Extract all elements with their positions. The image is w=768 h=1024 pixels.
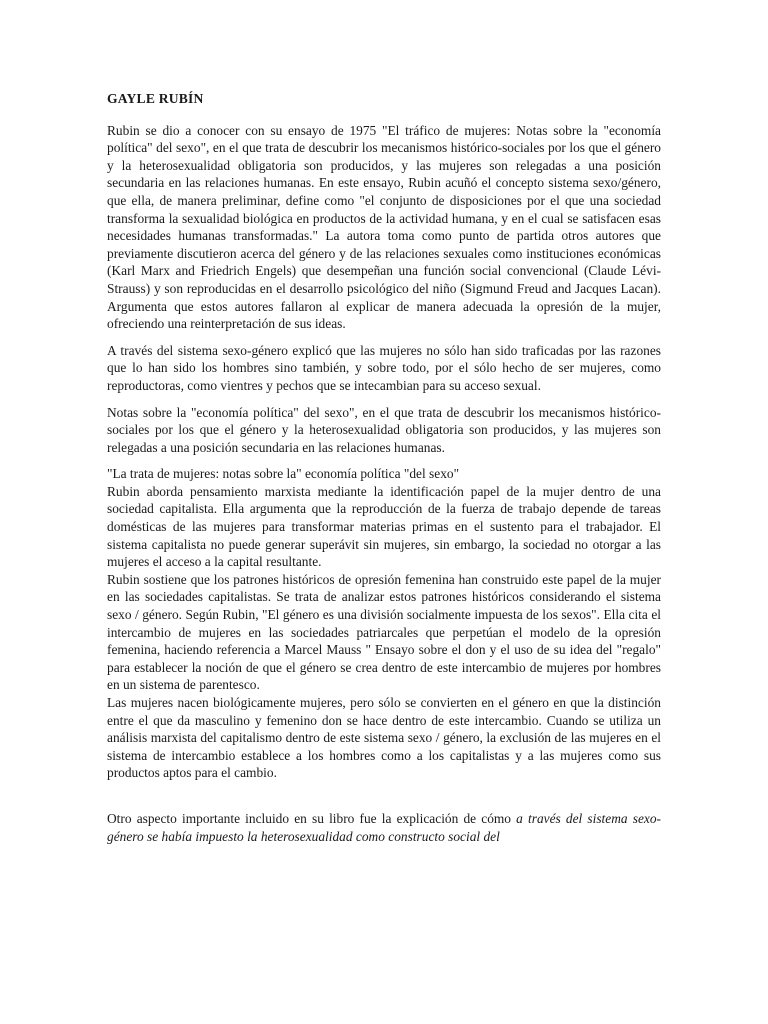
paragraph-heterosexuality-lead: Otro aspecto importante incluido en su libro fue la explicación de cómo xyxy=(107,810,517,826)
document-title: GAYLE RUBÍN xyxy=(107,91,204,106)
paragraph-patterns: Rubin sostiene que los patrones históricos de opresión femenina han construido este papel de la mujer en las sociedades capitalistas. Se trata de analizar estos patrones históricos considerando el sistema sexo / género. Según Rubin, "El género es una división socialmente impuesta de los sexos". Ella cita el intercambio de mujeres en las sociedades patriarcales que perpetúan el modelo de la opresión femenina, haciendo referencia a Marcel Mauss " Ensayo sobre el don y el uso de su idea del "regalo" para establecer la noción de que el género se crea dentro de este intercambio de mujeres por hombres en un sistema de parentesco. xyxy=(107,571,661,693)
paragraph-heterosexuality xyxy=(107,810,661,845)
paragraph-marxist: Rubin aborda pensamiento marxista mediante la identificación papel de la mujer dentro de una sociedad capitalista. Ella argumenta que la reproducción de la fuerza de trabajo depende de tareas domésticas de las mujeres para transformar materias primas en el sustento para el trabajador. El sistema capitalista no puede generar superávit sin mujeres, sin embargo, la sociedad no otorgar a las mujeres el acceso a la capital resultante. xyxy=(107,483,661,570)
paragraph-intro: Rubin se dio a conocer con su ensayo de 1975 "El tráfico de mujeres: Notas sobre la "economía política" del sexo", en el que trata de descubrir los mecanismos histórico-sociales por los que el género y la heterosexualidad obligatoria son producidos, y las mujeres son relegadas a una posición secundaria en las relaciones humanas. En este ensayo, Rubin acuñó el concepto sistema sexo/género, que ella, de manera preliminar, define como "el conjunto de disposiciones por el que una sociedad transforma la sexualidad biológica en productos de la actividad humana, y en el cual se satisfacen esas necesidades humanas transformadas." La autora toma como punto de partida otros autores que previamente discutieron acerca del género y de las relaciones sexuales como instituciones económicas (Karl Marx and Friedrich Engels) que desempeñan una función social convencional (Claude Lévi-Strauss) y son reproducidas en el desarrollo psicológico del niño (Sigmund Freud and Jacques Lacan). Argumenta que estos autores fallaron al explicar de manera adecuada la opresión de la mujer, ofreciendo una reinterpretación de sus ideas. xyxy=(107,122,661,332)
spacer xyxy=(107,782,661,810)
paragraph-traffic: A través del sistema sexo-género explicó que las mujeres no sólo han sido traficadas por las razones que lo han sido los hombres sino también, y sobre todo, por el sólo hecho de ser mujeres, como reproductoras, como vientres y pechos que se intecambian para su acceso sexual. xyxy=(107,342,661,393)
paragraph-exchange: Las mujeres nacen biológicamente mujeres, pero sólo se convierten en el género en que la distinción entre el que da masculino y femenino don se hace dentro de este intercambio. Cuando se utiliza un análisis marxista del capitalismo dentro de este sistema sexo / género, la exclusión de las mujeres en el sistema de intercambio establece a los hombres como a los capitalistas y a las mujeres como sus productos aptos para el cambio. xyxy=(107,695,661,781)
paragraph-notes: Notas sobre la "economía política" del sexo", en el que trata de descubrir los mecanismos histórico-sociales por los que el género y la heterosexualidad obligatoria son producidos, y las mujeres son relegadas a una posición secundaria en las relaciones humanas. xyxy=(107,404,661,455)
paragraph-heterosexuality-italic: a través del sistema sexo-género se había impuesto la heterosexualidad como constructo social del xyxy=(107,810,661,844)
document-page xyxy=(107,90,661,845)
quote-line: "La trata de mujeres: notas sobre la" economía política "del sexo" xyxy=(107,466,460,482)
